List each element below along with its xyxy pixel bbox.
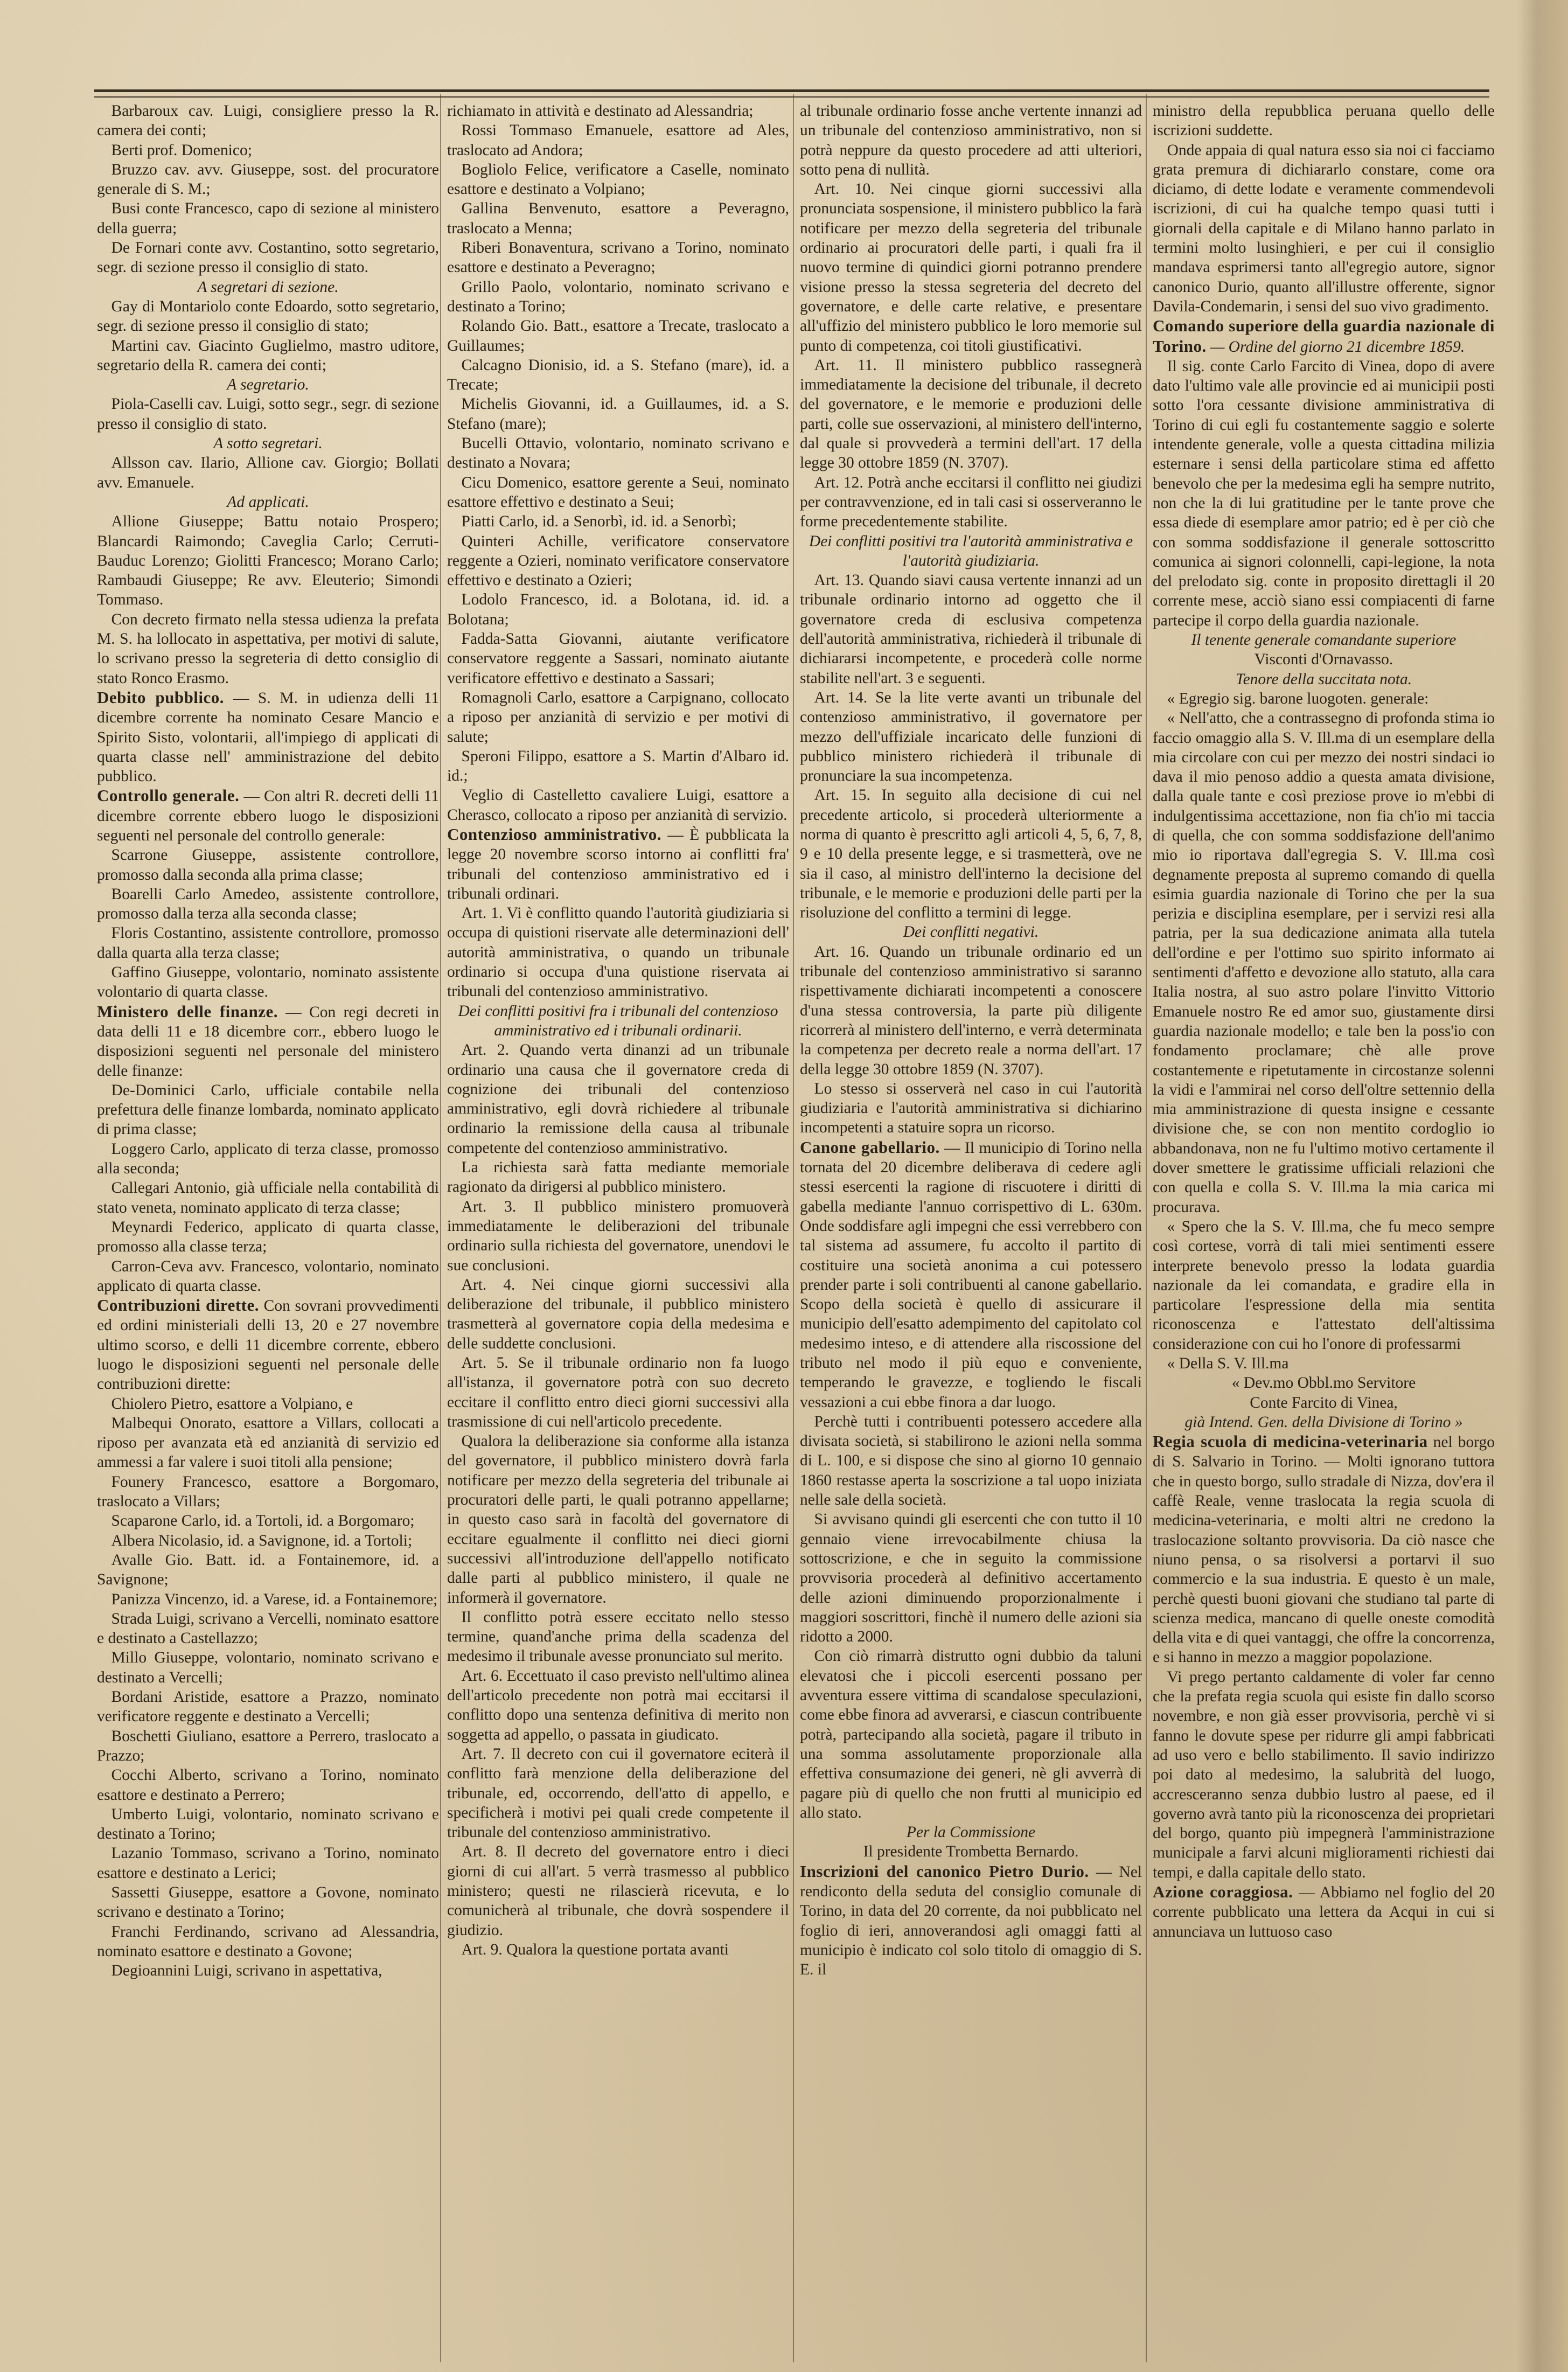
section-text: — Con regi decreti in data delli 11 e 18 dicembre corr., ebbero luogo le disposizioni seguenti nel personale del ministero delle finanze: bbox=[97, 1003, 439, 1080]
paragraph: Qualora la deliberazione sia conforme alla istanza del governatore, il pubblico ministero dovrà farla notificare per mezzo della segreteria del tribunale ai procuratori delle parti, le quali potranno appellarne; in questo caso sarà in facoltà del governatore di eccitare egualmente il conflitto nei dieci giorni successivi all'introduzione dell'appello notificato dalle parti al pubblico ministero, il quale ne informerà il governatore. bbox=[447, 1432, 789, 1606]
paragraph: Art. 9. Qualora la questione portata avanti bbox=[461, 1940, 729, 1958]
subheading: A sotto segretari. bbox=[213, 435, 323, 453]
paragraph: Lodolo Francesco, id. a Bolotana, id. id. a Bolotana; bbox=[447, 591, 789, 628]
signature-line: già Intend. Gen. della Divisione di Torino » bbox=[1184, 1413, 1463, 1431]
paragraph: Carron-Ceva avv. Francesco, volontario, nominato applicato di quarta classe. bbox=[97, 1257, 439, 1295]
section-title: Azione coraggiosa. bbox=[1153, 1882, 1293, 1902]
section-text: — Con altri R. decreti delli 11 dicembre corrente ebbero luogo le disposizioni seguenti nel personale del controllo generale: bbox=[97, 788, 439, 844]
paragraph: Cicu Domenico, esattore gerente a Seui, nominato esattore effettivo e destinato a Seui; bbox=[447, 474, 789, 511]
paragraph: Art. 11. Il ministero pubblico rassegnerà immediatamente la decisione del tribunale, il decreto del governatore, e le memorie e produzioni delle parti, colle sue osservazioni, al ministero dell'interno, dal quale si provvederà a termini dell'art. 17 della legge 30 ottobre 1859 (N. 3707). bbox=[800, 356, 1142, 472]
section-title: Ministero delle finanze. bbox=[97, 1001, 278, 1021]
section-text: — È pubblicata la legge 20 novembre scorso intorno ai conflitti fra' tribunali del contenzioso amministrativo ed i tribunali ordinari. bbox=[447, 826, 789, 902]
paragraph: Floris Costantino, assistente controllore, promosso dalla quarta alla terza classe; bbox=[97, 924, 439, 962]
paragraph: Si avvisano quindi gli esercenti che con tutto il 10 gennaio viene irrevocabilmente chiusa la sottoscrizione, e che in seguito la commissione provvisoria procederà al definitivo accertamento delle azioni diminuendo proporzionalmente i maggiori soscrittori, finchè il numero delle azioni sia ridotto a 2000. bbox=[800, 1511, 1142, 1646]
header-rule bbox=[94, 89, 1489, 98]
paragraph: Loggero Carlo, applicato di terza classe, promosso alla seconda; bbox=[97, 1140, 439, 1178]
section-title: Canone gabellario. bbox=[800, 1137, 940, 1157]
paragraph: « Egregio sig. barone luogoten. generale: bbox=[1167, 690, 1429, 707]
paragraph: Fadda-Satta Giovanni, aiutante verificatore conservatore reggente a Sassari, nominato aiutante verificatore effettivo e destinato a Sassari; bbox=[447, 630, 789, 687]
paragraph: Degioannini Luigi, scrivano in aspettativa, bbox=[111, 1962, 382, 1980]
section-title: Controllo generale. bbox=[97, 786, 240, 805]
paragraph: Barbaroux cav. Luigi, consigliere presso la R. camera dei conti; bbox=[97, 102, 439, 140]
signature-line: « Dev.mo Obbl.mo Servitore bbox=[1231, 1374, 1416, 1392]
paragraph: Piatti Carlo, id. a Senorbì, id. id. a Senorbì; bbox=[461, 513, 737, 531]
paragraph: Allsson cav. Ilario, Allione cav. Giorgio; Bollati avv. Emanuele. bbox=[97, 454, 439, 491]
paragraph: al tribunale ordinario fosse anche vertente innanzi ad un tribunale del contenzioso amministrativo, non si potrà neppure da questo procedere ad atti ulteriori, sotto pena di nullità. bbox=[800, 102, 1142, 178]
section-text: — Abbiamo nel foglio del 20 corrente pubblicato una lettera da Acqui in cui si annunciava un luttuoso caso bbox=[1153, 1884, 1495, 1940]
paragraph: Chiolero Pietro, esattore a Volpiano, e bbox=[111, 1395, 353, 1413]
paragraph: Art. 7. Il decreto con cui il governatore eciterà il conflitto farà menzione della deliberazione del tribunale, ed, occorrendo, dell'atto di appello, e specificherà i motivi pei quali crede competente il tribunale del contenzioso amministrativo. bbox=[447, 1745, 789, 1841]
paragraph: Franchi Ferdinando, scrivano ad Alessandria, nominato esattore e destinato a Govone; bbox=[97, 1923, 439, 1960]
paragraph: Lo stesso si osserverà nel caso in cui l'autorità giudiziaria e l'autorità amministrativa si dichiarino incompetenti a statuire sopra un ricorso. bbox=[800, 1080, 1142, 1137]
paragraph: Perchè tutti i contribuenti potessero accedere alla divisata società, si stabilirono le azioni nella somma di L. 100, e si dispose che sino al giorno 10 gennaio 1860 restasse aperta la soscrizione a tal uopo iniziata nelle sale della società. bbox=[800, 1413, 1142, 1509]
paragraph: Millo Giuseppe, volontario, nominato scrivano e destinato a Vercelli; bbox=[97, 1649, 439, 1686]
paragraph: Art. 8. Il decreto del governatore entro i dieci giorni di cui all'art. 5 verrà trasmesso al pubblico ministero; questi ne rilascierà ricevuta, e lo comunicherà al tribunale, che dovrà sospendere il giudizio. bbox=[447, 1843, 789, 1939]
column-rule bbox=[1146, 94, 1147, 2362]
column-4 bbox=[1153, 101, 1495, 2359]
subheading: Dei conflitti positivi fra i tribunali del contenzioso amministrativo ed i tribunali ordinarii. bbox=[458, 1002, 778, 1039]
column-rule bbox=[440, 94, 441, 2362]
paragraph: Scarrone Giuseppe, assistente controllore, promosso dalla seconda alla prima classe; bbox=[97, 846, 439, 884]
paragraph: Art. 3. Il pubblico ministero promuoverà immediatamente le deliberazioni del tribunale ordinario sulla richiesta del governatore, unendovi le sue conclusioni. bbox=[447, 1198, 789, 1274]
subheading: Dei conflitti positivi tra l'autorità amministrativa e l'autorità giudiziaria. bbox=[809, 532, 1133, 569]
paragraph: Rossi Tommaso Emanuele, esattore ad Ales, traslocato ad Andora; bbox=[447, 122, 789, 159]
paragraph: De-Dominici Carlo, ufficiale contabile nella prefettura delle finanze lombarda, nominato applicato di prima classe; bbox=[97, 1081, 439, 1138]
section-text: — S. M. in udienza delli 11 dicembre corrente ha nominato Cesare Mancio e Spirito Sisto, volontarii, all'impiego di applicati di quarta classe nell' amministrazione del debito pubblico. bbox=[97, 689, 439, 785]
paragraph: Quinteri Achille, verificatore conservatore reggente a Ozieri, nominato verificatore conservatore effettivo e destinato a Ozieri; bbox=[447, 532, 789, 589]
paragraph: Umberto Luigi, volontario, nominato scrivano e destinato a Torino; bbox=[97, 1805, 439, 1843]
paragraph: Onde appaia di qual natura esso sia noi ci facciamo grata premura di dichiararlo constare, come ora diciamo, di dette lodate e veramente commendevoli iscrizioni, di cui ha qualche tempo quasi tutti i giornali della capitale e di Milano hanno parlato in termini molto lusinghieri, e per cui il consiglio mandava esprimersi tanto all'egregio autore, signor canonico Durio, quanto all'illustre offerente, signor Davila-Condemarin, i sensi del suo vivo gradimento. bbox=[1153, 141, 1495, 315]
paragraph: Calcagno Dionisio, id. a S. Stefano (mare), id. a Trecate; bbox=[447, 356, 789, 394]
paragraph: Veglio di Castelletto cavaliere Luigi, esattore a Cherasco, collocato a riposo per anzianità di servizio. bbox=[447, 787, 789, 824]
paragraph: Boschetti Giuliano, esattore a Perrero, traslocato a Prazzo; bbox=[97, 1727, 439, 1764]
signature-line: Per la Commissione bbox=[906, 1824, 1036, 1841]
paragraph: « Spero che la S. V. Ill.ma, che fu meco sempre così cortese, vorrà di tali miei sentimenti essere interprete benevolo presso la lodata guardia nazionale da lei comandata, e gradire ella in particolare l'espressione della mia sentita riconoscenza e l'attestato dell'altissima considerazione con cui ho l'onore di professarmi bbox=[1153, 1218, 1495, 1353]
paragraph: Il conflitto potrà essere eccitato nello stesso termine, quand'anche prima della scadenza del medesimo il tribunale avesse pronunciato sul merito. bbox=[447, 1608, 789, 1665]
signature-line: Il presidente Trombetta Bernardo. bbox=[863, 1843, 1079, 1861]
paragraph: La richiesta sarà fatta mediante memoriale ragionato da dirigersi al pubblico ministero. bbox=[447, 1159, 789, 1196]
paragraph: Art. 12. Potrà anche eccitarsi il conflitto nei giudizi per contravvenzione, ed in tali casi si osserveranno le forme precedentemente stabilite. bbox=[800, 474, 1142, 531]
paragraph: Malbequi Onorato, esattore a Villars, collocati a riposo per avanzata età ed anzianità di servizio ed ammessi a far valere i suoi titoli alla pensione; bbox=[97, 1414, 439, 1471]
paragraph: Albera Nicolasio, id. a Savignone, id. a Tortoli; bbox=[111, 1532, 413, 1549]
paragraph: Art. 10. Nei cinque giorni successivi alla pronunciata sospensione, il ministero pubblico la farà notificare per mezzo della segreteria del tribunale ordinario ai procuratori delle parti, i quali fra il nuovo termine di quindici giorni potranno prendere visione presso la stessa segreteria del decreto del governatore, e delle carte relative, e presentare all'uffizio del ministero pubblico le loro memorie sul punto di competenza, coi titoli giustificativi. bbox=[800, 180, 1142, 354]
column-rule bbox=[793, 94, 794, 2362]
paragraph: Bordani Aristide, esattore a Prazzo, nominato verificatore reggente e destinato a Vercelli; bbox=[97, 1688, 439, 1726]
paragraph: Grillo Paolo, volontario, nominato scrivano e destinato a Torino; bbox=[447, 278, 789, 315]
paragraph: Bucelli Ottavio, volontario, nominato scrivano e destinato a Novara; bbox=[447, 435, 789, 472]
paragraph: Art. 16. Quando un tribunale ordinario ed un tribunale del contenzioso amministrativo si saranno rispettivamente dichiarati incompetenti a conoscere d'una stessa controversia, la parte più diligente ricorrerà al ministero dell'interno, e verrà determinata la competenza per decreto reale a norma dell'art. 17 della legge 30 ottobre 1859 (N. 3707). bbox=[800, 943, 1142, 1078]
section-text: — Il municipio di Torino nella tornata del 20 dicembre deliberava di cedere agli stessi esercenti la ragione di riscuotere i diritti di gabella mediante l'annuo corrispettivo di L. 630m. Onde soddisfare agli impegni che essi verrebbero con tal sistema ad assumere, fu accolto il partito di costituire una società anonima a cui potessero prender parte i soli contribuenti al canone gabellario. Scopo della società è quello di assicurare il municipio dell'esatto adempimento del capitolato col medesimo inteso, e di attendere alla riscossione del tributo nel modo il più equo e conveniente, temperando le gravezze, e togliendo le fiscali vessazioni a cui ebbe finora a dar luogo. bbox=[800, 1139, 1142, 1411]
paragraph: Gaffino Giuseppe, volontario, nominato assistente volontario di quarta classe. bbox=[97, 964, 439, 1001]
paragraph: Scaparone Carlo, id. a Tortoli, id. a Borgomaro; bbox=[111, 1512, 415, 1530]
paragraph: Avalle Gio. Batt. id. a Fontainemore, id. a Savignone; bbox=[97, 1551, 439, 1589]
paragraph: Riberi Bonaventura, scrivano a Torino, nominato esattore e destinato a Peveragno; bbox=[447, 239, 789, 276]
paragraph: Callegari Antonio, già ufficiale nella contabilità di stato veneta, nominato applicato di terza classe; bbox=[97, 1179, 439, 1216]
paragraph: Cocchi Alberto, scrivano a Torino, nominato esattore e destinato a Perrero; bbox=[97, 1766, 439, 1804]
column-3 bbox=[800, 101, 1142, 2359]
paragraph: ministro della repubblica peruana quello delle iscrizioni suddette. bbox=[1153, 102, 1495, 140]
paragraph: « Nell'atto, che a contrassegno di profonda stima io faccio omaggio alla S. V. Ill.ma di un esemplare della mia circolare con cui per mezzo dei nostri sindaci io dava il mio penoso addio a questa amata divisione, dalla quale tante e così preziose prove io m'ebbi di indulgentissima accettazione, non fia ch'io mi taccia di quella, che con somma soddisfazione dell'animo mio io riportava dall'egregia S. V. Ill.ma così degnamente preposta al supremo comando di quella esimia guardia nazionale di Torino che per la sua perizia e disciplina esemplare, per i servizi resi alla patria, per la sua dedicazione animata alla tutela dell'ordine e per l'ottimo suo spirito informato ai sentimenti d'affetto e devozione allo statuto, alla cara Italia nostra, al suo astro polare l'invitto Vittorio Emanuele nostro Re ed amor suo, giustamente dirsi guardia nazionale modello; e tale ben la poss'io con fondamento proclamare; chè alle prove costantemente e ripetutamente in circostanze solenni la vidi e l'ammirai nel corso dell'oltre settennio della mia amministrazione di questa insigne e cessante divisione che, se con non mentito cordoglio io abbandonava, non ne fu l'ultimo motivo certamente il dover smettere le gratissime ufficiali relazioni che con quella e colla S. V. Ill.ma la mia carica mi procurava. bbox=[1153, 709, 1495, 1216]
paragraph: Romagnoli Carlo, esattore a Carpignano, collocato a riposo per anzianità di servizio e per motivi di salute; bbox=[447, 688, 789, 746]
paragraph: Art. 1. Vi è conflitto quando l'autorità giudiziaria si occupa di quistioni riservate alle determinazioni dell' autorità amministrativa, o quando un tribunale ordinario si occupa d'una quistione riservata ai tribunali del contenzioso amministrativo. bbox=[447, 905, 789, 1000]
paragraph: Con decreto firmato nella stessa udienza la prefata M. S. ha lollocato in aspettativa, per motivi di salute, lo scrivano presso la segreteria di detto consiglio di stato Ronco Erasmo. bbox=[97, 610, 439, 687]
section-text: nel borgo di S. Salvario in Torino. — Molti ignorano tuttora che in questo borgo, sullo stradale di Nizza, dov'era il caffè Reale, venne traslocata la regia scuola di medicina-veterinaria, e molti altri ne credono la traslocazione soltanto provvisoria. Da ciò nasce che niuno pensa, o sa risolversi a portarvi il suo commercio e la sua industria. E questo è un male, perchè questi buoni giovani che studiano tal parte di scienza medica, mancano di quelle oneste comodità della vita e di quei vantaggi, che offre la concorrenza, e si hanno in mezzo a maggior popolazione. bbox=[1153, 1434, 1495, 1666]
paragraph: De Fornari conte avv. Costantino, sotto segretario, segr. di sezione presso il consiglio di stato. bbox=[97, 239, 439, 276]
paragraph: Art. 14. Se la lite verte avanti un tribunale del contenzioso amministrativo, il governatore per mezzo dell'uffiziale incaricato delle funzioni di pubblico ministero richiederà il tribunale di pronunciare la sua incompetenza. bbox=[800, 688, 1142, 785]
subheading: A segretario. bbox=[227, 376, 309, 394]
paragraph: Con ciò rimarrà distrutto ogni dubbio da taluni elevatosi che i piccoli esercenti possano per avventura essere vittima di scandalose speculazioni, come ebbe finora ad avverarsi, e ciascun contribuente potrà, partecipando alla società, pagare il tributo in una somma assolutamente proporzionale alla effettiva consumazione dei generi, nè gli avverrà di pagare più di quello che non frutti al municipio ed allo stato. bbox=[800, 1647, 1142, 1821]
section-title: Inscrizioni del canonico Pietro Durio. bbox=[800, 1861, 1089, 1881]
section-title: Regia scuola di medicina-veterinaria bbox=[1153, 1432, 1428, 1451]
paragraph: Art. 15. In seguito alla decisione di cui nel precedente articolo, si procederà ulteriormente a norma di quanto è prescritto agli articoli 4, 5, 6, 7, 8, 9 e 10 della presente legge, e si trasmetterà, ove ne sia il caso, al ministro dell'interno la decisione del tribunale, e le memorie e produzioni delle parti per la risoluzione del conflitto a termini di legge. bbox=[800, 787, 1142, 922]
paragraph: Art. 2. Quando verta dinanzi ad un tribunale ordinario una causa che il governatore creda di cognizione dei tribunali del contenzioso amministrativo, egli dovrà richiedere al tribunale ordinario la remissione della causa al tribunale competente del contenzioso amministrativo. bbox=[447, 1041, 789, 1157]
column-1 bbox=[97, 101, 439, 2359]
paragraph: richiamato in attività e destinato ad Alessandria; bbox=[447, 102, 754, 120]
paragraph: Michelis Giovanni, id. a Guillaumes, id. a S. Stefano (mare); bbox=[447, 395, 789, 433]
section-text: Con sovrani provvedimenti ed ordini ministeriali delli 13, 20 e 27 novembre ultimo scorso, e delli 11 dicembre corrente, ebbero luogo le disposizioni seguenti nel personale delle contribuzioni dirette: bbox=[97, 1297, 439, 1393]
paragraph: Allione Giuseppe; Battu notaio Prospero; Blancardi Raimondo; Caveglia Carlo; Cerruti-Bauduc Lorenzo; Giolitti Francesco; Morano Carlo; Rambaudi Giuseppe; Re avv. Eleuterio; Simondi Tommaso. bbox=[97, 513, 439, 609]
paragraph: Panizza Vincenzo, id. a Varese, id. a Fontainemore; bbox=[111, 1590, 438, 1608]
paragraph: Strada Luigi, scrivano a Vercelli, nominato esattore e destinato a Castellazzo; bbox=[97, 1610, 439, 1647]
paragraph: Boarelli Carlo Amedeo, assistente controllore, promosso dalla terza alla seconda classe; bbox=[97, 885, 439, 923]
paragraph: Founery Francesco, esattore a Borgomaro, traslocato a Villars; bbox=[97, 1473, 439, 1511]
paragraph: Art. 6. Eccettuato il caso previsto nell'ultimo alinea dell'articolo precedente non potrà mai eccitarsi il conflitto dopo una sentenza definitiva di merito non soggetta ad appello, o passata in giudicato. bbox=[447, 1667, 789, 1743]
page-edge-shadow bbox=[1517, 0, 1568, 2372]
paragraph: Speroni Filippo, esattore a S. Martin d'Albaro id. id.; bbox=[447, 747, 789, 785]
paragraph: Vi prego pertanto caldamente di voler far cenno che la prefata regia scuola qui esiste fin dallo scorso novembre, e non già esser provvisoria, perchè vi si fanno le dovute spese per ridurre gli ampi fabbricati ad uso vero e bello stabilimento. Il savio indirizzo poi dato al medesimo, la salubrità del luogo, accresceranno senza dubbio lustro al paese, ed il governo avrà tanto più la riconoscenza dei proprietari del borgo, quanto più impegnerà l'amministrazione municipale a farvi alcuni miglioramenti richiesti dai tempi, e dalla capitale dello stato. bbox=[1153, 1668, 1495, 1881]
paragraph: Piola-Caselli cav. Luigi, sotto segr., segr. di sezione presso il consiglio di stato. bbox=[97, 395, 439, 433]
subheading: Tenore della succitata nota. bbox=[1235, 670, 1412, 688]
section-title: Contribuzioni dirette. bbox=[97, 1296, 260, 1315]
section-title: Debito pubblico. bbox=[97, 687, 225, 707]
paragraph: Rolando Gio. Batt., esattore a Trecate, traslocato a Guillaumes; bbox=[447, 317, 789, 354]
subheading: Ad applicati. bbox=[227, 493, 309, 511]
paragraph: Art. 4. Nei cinque giorni successivi alla deliberazione del tribunale, il pubblico ministero trasmetterà al governatore copia della medesima e delle suddette conclusioni. bbox=[447, 1276, 789, 1352]
subheading: A segretari di sezione. bbox=[197, 278, 339, 296]
paragraph: Martini cav. Giacinto Guglielmo, mastro uditore, segretario della R. camera dei conti; bbox=[97, 337, 439, 374]
section-title: Contenzioso amministrativo. bbox=[447, 824, 662, 844]
paragraph: Il sig. conte Carlo Farcito di Vinea, dopo di avere dato l'ultimo vale alle provincie ed ai municipii posti sotto l'ora cessante divisione amministrativa di Torino di cui egli fu costantemente saggio e solerte intendente generale, volle a questa cittadina milizia esternare i sensi della particolare stima ed affetto benevolo che per la medesima egli ha sempre nutrito, non che la di lui gratitudine per le tante prove che essa diede di esemplare amor patrio; ed è per ciò che con somma soddisfazione il generale sottoscritto comunica ai signori colonnelli, capi-legione, la nota del prelodato sig. conte in proposito direttagli il 20 corrente mese, acciò siano essi compiacenti di farne partecipe il corpo della guardia nazionale. bbox=[1153, 357, 1495, 629]
section-title: Comando superiore della guardia nazionale di Torino. bbox=[1153, 316, 1495, 356]
paragraph: Sassetti Giuseppe, esattore a Govone, nominato scrivano e destinato a Torino; bbox=[97, 1884, 439, 1921]
signature-line: Il tenente generale comandante superiore bbox=[1191, 631, 1457, 649]
section-text: — Ordine del giorno 21 dicembre 1859. bbox=[1210, 338, 1465, 356]
subheading: Dei conflitti negativi. bbox=[903, 923, 1039, 941]
paragraph: Art. 13. Quando siavi causa vertente innanzi ad un tribunale ordinario intorno ad oggetto che il governatore creda di esclusiva competenza dell'autorità amministrativa, richiederà il tribunale di dichiararsi incompetente, e procederà colle norme stabilite nell'art. 3 e seguenti. bbox=[800, 572, 1142, 687]
paragraph: Bogliolo Felice, verificatore a Caselle, nominato esattore e destinato a Volpiano; bbox=[447, 161, 789, 198]
paragraph: Busi conte Francesco, capo di sezione al ministero della guerra; bbox=[97, 200, 439, 237]
signature-line: Conte Farcito di Vinea, bbox=[1250, 1394, 1398, 1411]
paragraph: Berti prof. Domenico; bbox=[111, 141, 252, 159]
paragraph: « Della S. V. Ill.ma bbox=[1167, 1355, 1289, 1372]
paragraph: Bruzzo cav. avv. Giuseppe, sost. del procuratore generale di S. M.; bbox=[97, 161, 439, 198]
paragraph: Lazanio Tommaso, scrivano a Torino, nominato esattore e destinato a Lerici; bbox=[97, 1845, 439, 1882]
paragraph: Gallina Benvenuto, esattore a Peveragno, traslocato a Menna; bbox=[447, 200, 789, 237]
section-text: — Nel rendiconto della seduta del consiglio comunale di Torino, in data del 20 corrente, da noi pubblicato nel foglio di ieri, annoverandosi agli omaggi fatti al municipio è indicato col solo titolo di omaggio di S. E. il bbox=[800, 1863, 1142, 1979]
paragraph: Gay di Montariolo conte Edoardo, sotto segretario, segr. di sezione presso il consiglio di stato; bbox=[97, 297, 439, 335]
paragraph: Meynardi Federico, applicato di quarta classe, promosso alla classe terza; bbox=[97, 1218, 439, 1256]
column-2 bbox=[447, 101, 789, 2359]
signature-line: Visconti d'Ornavasso. bbox=[1254, 651, 1393, 669]
paragraph: Art. 5. Se il tribunale ordinario non fa luogo all'istanza, il governatore potrà con suo decreto eccitare il conflitto entro dieci giorni successivi alla trasmissione di cui nell'articolo precedente. bbox=[447, 1354, 789, 1430]
